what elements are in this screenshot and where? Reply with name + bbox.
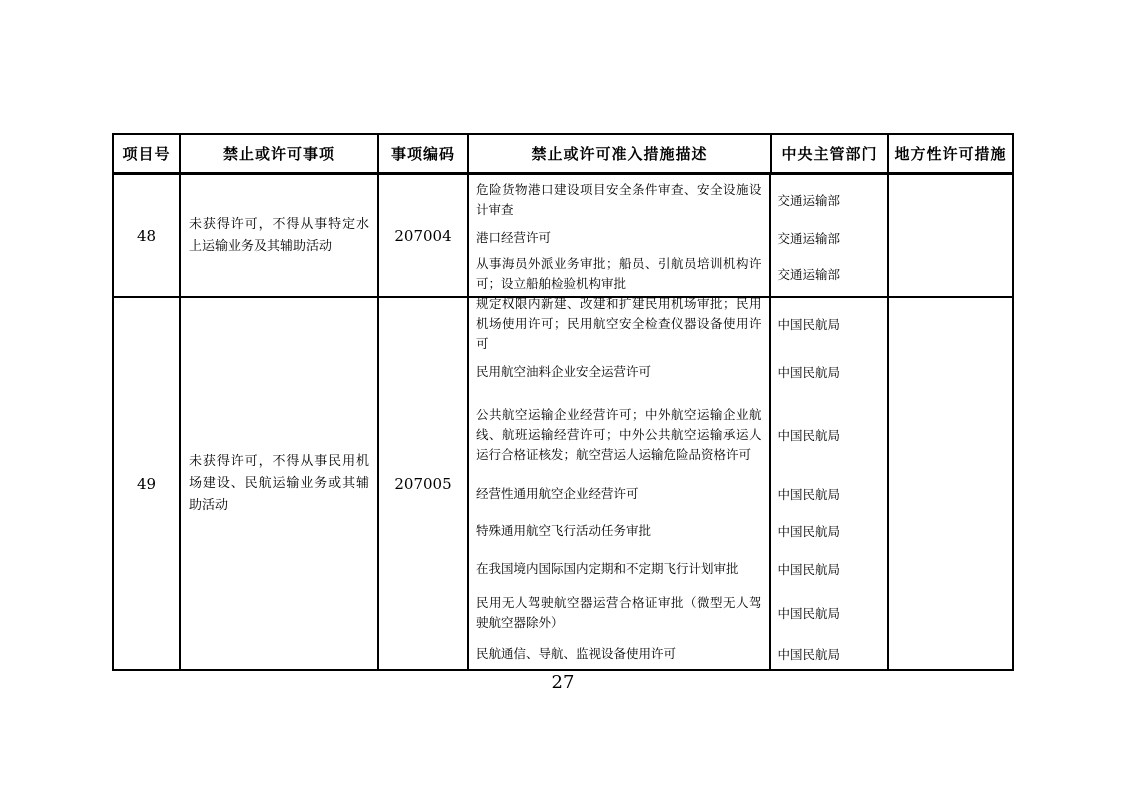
- measure-desc: 公共航空运输企业经营许可；中外航空运输企业航线、航班运输经营许可；中外公共航空运输承运人运行合格证核发；航空营运人运输危险品资格许可: [469, 394, 771, 476]
- header-project-no: 项目号: [114, 135, 181, 172]
- measure-desc: 在我国境内国际国内定期和不定期飞行计划审批: [469, 550, 771, 588]
- measure-subrow: [469, 550, 887, 588]
- measure-desc: 民航通信、导航、监视设备使用许可: [469, 638, 771, 669]
- measure-subrow: [469, 350, 887, 394]
- measure-subrow: [469, 252, 887, 296]
- header-item: 禁止或许可事项: [181, 135, 379, 172]
- central-dept: 交通运输部: [777, 231, 841, 246]
- central-dept: 中国民航局: [777, 606, 841, 621]
- measure-desc: 民用航空油料企业安全运营许可: [469, 350, 771, 394]
- central-dept: 中国民航局: [777, 487, 841, 502]
- table-header-row: [114, 135, 1012, 175]
- measure-subrow: [469, 175, 887, 224]
- header-local-measures: 地方性许可措施: [894, 145, 1007, 163]
- item-code: 207005: [379, 298, 469, 669]
- item-code: 207004: [379, 175, 469, 296]
- measure-subrow: [469, 588, 887, 638]
- project-number: 49: [114, 298, 181, 669]
- local-measures-cell: [889, 175, 1012, 296]
- central-dept: 中国民航局: [777, 562, 841, 577]
- measure-desc: 从事海员外派业务审批；船员、引航员培训机构许可；设立船舶检验机构审批: [469, 252, 771, 296]
- central-dept: 中国民航局: [777, 317, 841, 332]
- measure-subrow: [469, 638, 887, 669]
- central-dept: 交通运输部: [777, 192, 841, 208]
- central-dept: 交通运输部: [777, 267, 841, 282]
- table-row: [114, 175, 1012, 298]
- measure-desc: 危险货物港口建设项目安全条件审查、安全设施设计审查: [469, 175, 771, 224]
- measure-desc: 特殊通用航空飞行活动任务审批: [469, 512, 771, 550]
- measures-group: [469, 298, 889, 669]
- measure-desc: 经营性通用航空企业经营许可: [469, 476, 771, 512]
- header-central-dept: 中央主管部门: [772, 135, 889, 172]
- measure-subrow: [469, 394, 887, 476]
- header-measure-desc: 禁止或许可准入措施描述: [469, 135, 772, 172]
- measure-subrow: [469, 476, 887, 512]
- local-measures-cell: [889, 298, 1012, 669]
- measure-desc: 规定权限内新建、改建和扩建民用机场审批；民用机场使用许可；民用航空安全检查仪器设备使用许可: [469, 298, 771, 350]
- item-text: 未获得许可，不得从事特定水上运输业务及其辅助活动: [181, 175, 379, 296]
- measure-desc: 民用无人驾驶航空器运营合格证审批（微型无人驾驶航空器除外）: [469, 588, 771, 638]
- measure-subrow: [469, 224, 887, 252]
- table-row: [114, 298, 1012, 669]
- measures-group: [469, 175, 889, 296]
- central-dept: 中国民航局: [777, 646, 841, 662]
- item-text: 未获得许可，不得从事民用机场建设、民航运输业务或其辅助活动: [181, 298, 379, 669]
- measure-subrow: [469, 298, 887, 350]
- central-dept: 中国民航局: [777, 365, 841, 380]
- project-number: 48: [114, 175, 181, 296]
- central-dept: 中国民航局: [777, 524, 841, 539]
- central-dept: 中国民航局: [777, 428, 841, 443]
- header-item-code: 事项编码: [379, 135, 469, 172]
- measure-desc: 港口经营许可: [469, 224, 771, 252]
- measure-subrow: [469, 512, 887, 550]
- page-number: 27: [551, 672, 575, 693]
- access-measures-table: [112, 133, 1014, 671]
